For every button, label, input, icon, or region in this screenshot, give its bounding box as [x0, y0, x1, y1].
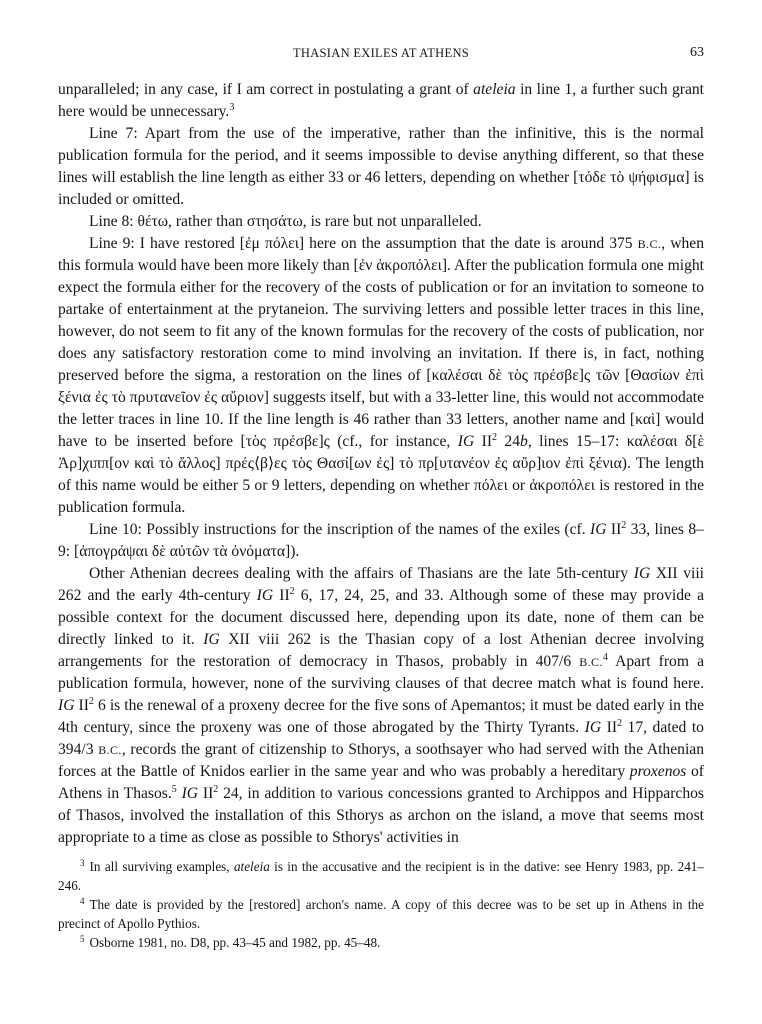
page-number: 63 [690, 45, 704, 60]
text-run: XII viii 262 and the early 4th-century [58, 565, 704, 604]
text-run: is in the accusative and the recipient is in the dative: see Henry 1983, pp. 241–246. [58, 859, 704, 893]
footnote-mark: 3 [80, 858, 85, 868]
paragraph-line-7: Line 7: Apart from the use of the imperative, rather than the infinitive, this is the normal publication formula for the period, and it seems impossible to devise anything different, so that these lines will establish the line length as either 33 or 46 letters, depending on whether [τόδε τὸ ψήφισμα] is included or omitted. [58, 125, 704, 208]
footnote-5 [58, 934, 704, 953]
text-run: in line 1, a further such grant here would be unnecessary. [58, 81, 704, 120]
footnote-3 [58, 858, 704, 895]
text-run: , when this formula would have been more likely than [ἐν ἀκροπόλει]. After the publication formula one might expect the formula either for the recovery of the costs of publication or for an invitation to someone to partake of entertainment at the prytaneion. The surviving letters and possible letter traces in this line, however, do not seem to fit any of the known formulas for the recovery of the costs of publication, nor does any satisfactory restoration come to mind involving an invitation. If there is, in fact, nothing preserved before the sigma, a restoration on the lines of [καλέσαι δὲ τὸς πρέσβε]ς τῶν [Θασίων ἐπὶ ξένια ἐς τὸ πρυτανεῖον ἐς αὔριον] suggests itself, but with a 33-letter line, this would not accommodate the letter traces in line 10. If the line length is 46 rather than 33 letters, another name and [καὶ] would have to be inserted before [τὸς πρέσβε]ς (cf., for instance, [58, 235, 704, 450]
ig-abbrev: IG [58, 697, 75, 714]
text-run: XII viii 262 is the Thasian copy of a lost Athenian decree involving arrangements for the restoration of democracy in Thasos, probably in 407/6 [58, 631, 704, 670]
body-text [58, 79, 704, 849]
paragraph-line-6-continued [58, 79, 704, 123]
superscript: 2 [289, 586, 295, 597]
ig-abbrev: IG [457, 433, 475, 450]
superscript: 2 [621, 520, 627, 531]
footnotes [58, 858, 704, 954]
term-ateleia: ateleia [233, 859, 270, 874]
superscript: 2 [492, 432, 498, 443]
footnote-ref-4: 4 [602, 652, 608, 663]
text-run: II [273, 587, 290, 604]
era-abbrev: B.C. [98, 743, 122, 757]
text-run: Line 9: I have restored [ἐμ πόλει] here on the assumption that the date is around 375 [89, 235, 638, 252]
paragraph-line-10 [58, 519, 704, 563]
superscript: 2 [617, 718, 623, 729]
paragraph-line-8: Line 8: θέτω, rather than στησάτω, is rare but not unparalleled. [89, 213, 482, 230]
page-header [58, 44, 704, 64]
text-run: , lines 15–17: καλέσαι δ[ὲ Ἀρ]χιππ[ον καὶ τὸ ἄλλος] πρές⟨β⟩ες τὸς Θασί[ων ἐς] τὸ πρ[υτανέον ἐς αὔρ]ιον ἐπὶ ξένια). The length of this name would be either 5 or 9 letters, depending on whether πόλει or ἀκροπόλει is restored in the publication formula. [58, 433, 704, 516]
text-run: of Athens in Thasos. [58, 763, 704, 802]
ig-abbrev: IG [590, 521, 607, 538]
ig-abbrev: IG [633, 565, 651, 582]
text-run: 24, in addition to various concessions granted to Archippos and Hipparchos of Thasos, involved the installation of this Sthorys as archon on the island, a move that seems most appropriate to a time as close as possible to Sthorys' activities in [58, 785, 704, 846]
text-run: 6, 17, 24, 25, and 33. Although some of these may provide a possible context for the document discussed here, depending upon its date, none of them can be directly linked to it. [58, 587, 704, 648]
ig-abbrev: IG [584, 719, 602, 736]
text-run: II [198, 785, 214, 802]
ig-abbrev: IG [256, 587, 274, 604]
era-abbrev: B.C. [637, 237, 662, 251]
superscript: 2 [213, 784, 219, 795]
superscript: 2 [88, 696, 94, 707]
text-run: Line 10: Possibly instructions for the inscription of the names of the exiles (cf. [89, 521, 591, 538]
text-run: II [606, 521, 622, 538]
text-run: 33, lines 8–9: [ἀπογράψαι δὲ αὐτῶν τὰ ὀνόματα]). [58, 521, 704, 560]
footnote-mark: 4 [80, 896, 85, 906]
paragraph-other-decrees [58, 563, 704, 849]
ig-abbrev: IG [203, 631, 220, 648]
footnote-mark: 5 [80, 934, 85, 944]
text-run: 6 is the renewal of a proxeny decree for the five sons of Apemantos; it must be dated early in the 4th century, since the proxeny was one of those abrogated by the Thirty Tyrants. [58, 697, 704, 736]
running-head: THASIAN EXILES AT ATHENS [292, 46, 470, 60]
text-run: Other Athenian decrees dealing with the affairs of Thasians are the late 5th-century [89, 565, 634, 582]
text-run: Apart from a publication formula, however, none of the surviving clauses of that decree match what is found here. [58, 653, 704, 692]
term-ateleia: ateleia [473, 81, 516, 98]
era-abbrev: B.C. [579, 655, 603, 669]
ig-abbrev: IG [181, 785, 199, 802]
text-run: 24 [497, 433, 521, 450]
text-run: b [520, 433, 528, 450]
footnote-4 [58, 896, 704, 933]
text-run: II [474, 433, 493, 450]
footnote-ref-3: 3 [229, 102, 235, 113]
paragraph-line-9 [58, 233, 704, 519]
term-proxenos: proxenos [629, 763, 687, 780]
text-run: II [74, 697, 89, 714]
footnote-ref-5: 5 [171, 784, 177, 795]
text-run: unparalleled; in any case, if I am correct in postulating a grant of [58, 81, 474, 98]
text-run: In all surviving examples, [89, 859, 234, 874]
text-run: The date is provided by the [restored] archon's name. A copy of this decree was to be set up in Athens in the precinct of Apollo Pythios. [58, 897, 704, 931]
text-run: II [601, 719, 618, 736]
text-run: 17, dated to 394/3 [58, 719, 704, 758]
text-run: , records the grant of citizenship to Sthorys, a soothsayer who had served with the Athenian forces at the Battle of Knidos earlier in the same year and who was probably a hereditary [58, 741, 705, 780]
text-run: Osborne 1981, no. D8, pp. 43–45 and 1982, pp. 45–48. [89, 935, 381, 950]
